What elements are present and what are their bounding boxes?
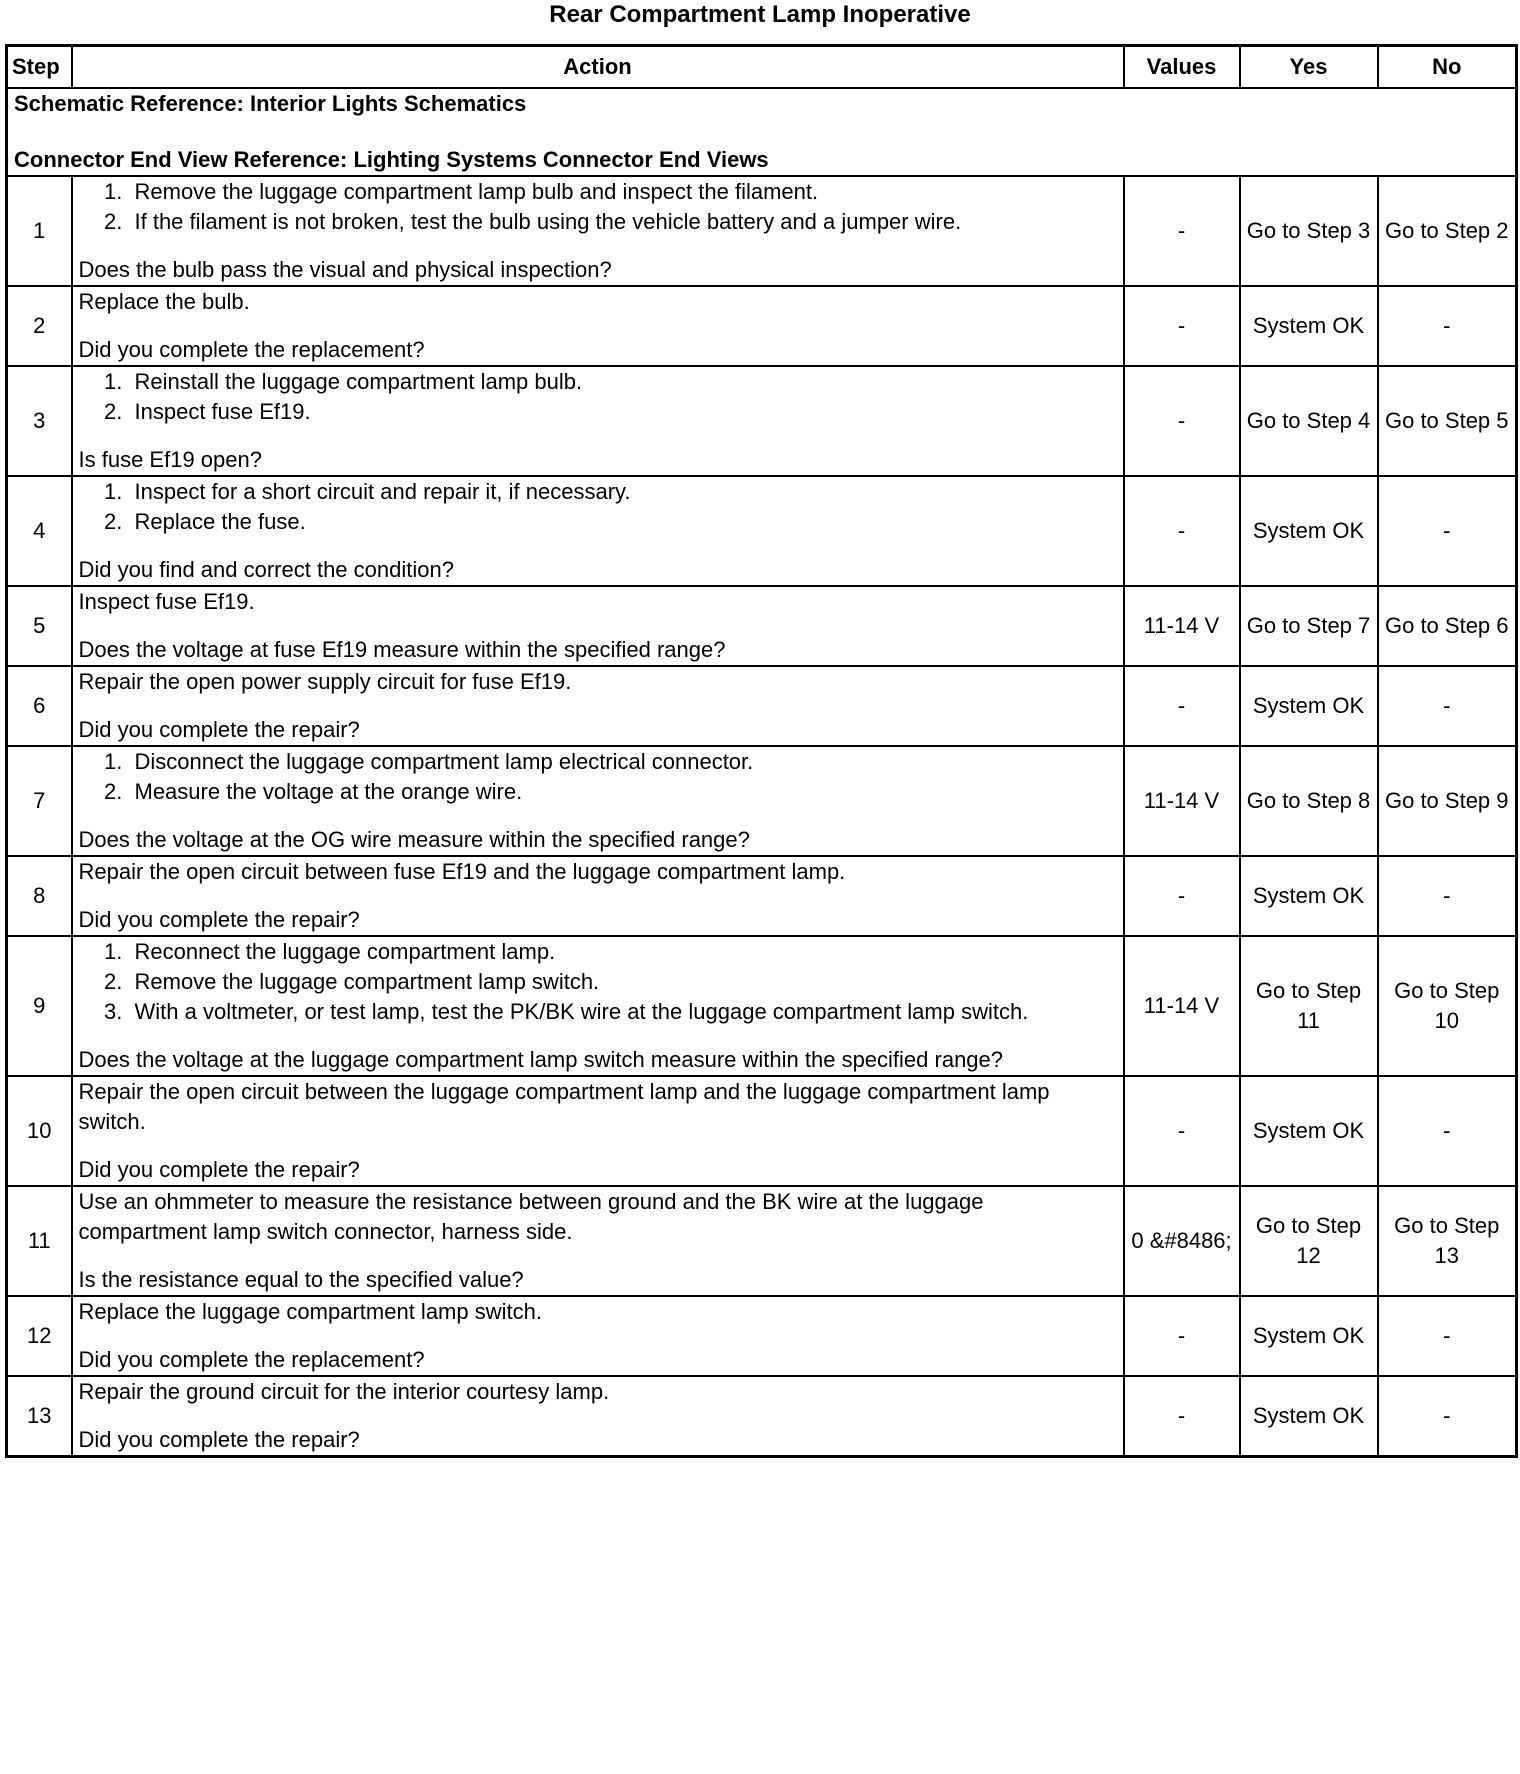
header-no: No: [1378, 46, 1517, 89]
no-cell: -: [1378, 1376, 1517, 1457]
values-cell: -: [1124, 366, 1240, 476]
step-number: 1: [7, 176, 72, 286]
table-row: [7, 1186, 1517, 1296]
action-question: Did you complete the repair?: [78, 1427, 360, 1452]
no-cell: Go to Step 6: [1378, 586, 1517, 666]
values-cell: -: [1124, 856, 1240, 936]
action-question: Did you find and correct the condition?: [78, 557, 454, 582]
values-cell: -: [1124, 1296, 1240, 1376]
table-row: [7, 856, 1517, 936]
yes-cell: System OK: [1240, 666, 1378, 746]
action-text: Use an ohmmeter to measure the resistance between ground and the BK wire at the luggage compartment lamp switch connector, harness side.: [78, 1189, 984, 1244]
action-question: Does the voltage at the luggage compartment lamp switch measure within the specified range?: [78, 1047, 1004, 1072]
values-cell: -: [1124, 286, 1240, 366]
values-cell: 11-14 V: [1124, 586, 1240, 666]
action-cell: [72, 666, 1124, 746]
diagnostic-table: [5, 44, 1518, 1458]
action-item: 1. Inspect for a short circuit and repair it, if necessary.: [129, 477, 1117, 507]
action-question: Is fuse Ef19 open?: [78, 447, 262, 472]
action-item: 1. Remove the luggage compartment lamp bulb and inspect the filament.: [129, 177, 1117, 207]
no-cell: -: [1378, 1296, 1517, 1376]
yes-cell: Go to Step 11: [1240, 936, 1378, 1076]
no-cell: Go to Step 5: [1378, 366, 1517, 476]
step-number: 8: [7, 856, 72, 936]
values-cell: 11-14 V: [1124, 746, 1240, 856]
values-cell: -: [1124, 1076, 1240, 1186]
values-cell: 0 &#8486;: [1124, 1186, 1240, 1296]
step-number: 11: [7, 1186, 72, 1296]
table-row: [7, 286, 1517, 366]
action-item: 2. Replace the fuse.: [129, 507, 1117, 537]
action-question: Does the voltage at the OG wire measure within the specified range?: [78, 827, 750, 852]
step-number: 12: [7, 1296, 72, 1376]
no-cell: Go to Step 2: [1378, 176, 1517, 286]
step-number: 5: [7, 586, 72, 666]
step-number: 13: [7, 1376, 72, 1457]
table-row: [7, 1376, 1517, 1457]
action-cell: [72, 1186, 1124, 1296]
table-row: [7, 476, 1517, 586]
table-row: [7, 666, 1517, 746]
action-item: 1. Reconnect the luggage compartment lamp.: [129, 937, 1117, 967]
header-step: Step: [7, 46, 72, 89]
action-list: [79, 177, 1117, 237]
yes-cell: System OK: [1240, 476, 1378, 586]
step-number: 2: [7, 286, 72, 366]
action-text: Repair the open circuit between the luggage compartment lamp and the luggage compartment lamp switch.: [78, 1079, 1050, 1134]
action-cell: [72, 586, 1124, 666]
action-cell: [72, 746, 1124, 856]
step-number: 4: [7, 476, 72, 586]
action-cell: [72, 176, 1124, 286]
table-row: [7, 1296, 1517, 1376]
step-number: 6: [7, 666, 72, 746]
no-cell: -: [1378, 1076, 1517, 1186]
yes-cell: System OK: [1240, 1076, 1378, 1186]
header-action: Action: [72, 46, 1124, 89]
values-cell: -: [1124, 476, 1240, 586]
no-cell: Go to Step 13: [1378, 1186, 1517, 1296]
action-item: 2. Measure the voltage at the orange wire.: [129, 777, 1117, 807]
table-row: [7, 366, 1517, 476]
yes-cell: System OK: [1240, 286, 1378, 366]
action-cell: [72, 476, 1124, 586]
values-cell: -: [1124, 176, 1240, 286]
connector-reference: Connector End View Reference: Lighting Systems Connector End Views: [14, 147, 769, 172]
step-number: 10: [7, 1076, 72, 1186]
action-cell: [72, 1076, 1124, 1186]
action-cell: [72, 1296, 1124, 1376]
action-text: Inspect fuse Ef19.: [78, 589, 255, 614]
table-row: [7, 586, 1517, 666]
schematic-reference: Schematic Reference: Interior Lights Schematics: [14, 91, 527, 116]
reference-row: [7, 88, 1517, 176]
no-cell: Go to Step 10: [1378, 936, 1517, 1076]
action-item: 2. Remove the luggage compartment lamp switch.: [129, 967, 1117, 997]
header-yes: Yes: [1240, 46, 1378, 89]
action-list: [79, 747, 1117, 807]
action-list: [79, 937, 1117, 1027]
yes-cell: System OK: [1240, 856, 1378, 936]
yes-cell: System OK: [1240, 1296, 1378, 1376]
header-row: [7, 46, 1517, 89]
values-cell: -: [1124, 666, 1240, 746]
step-number: 9: [7, 936, 72, 1076]
action-question: Did you complete the replacement?: [78, 337, 425, 362]
step-number: 7: [7, 746, 72, 856]
yes-cell: Go to Step 4: [1240, 366, 1378, 476]
action-question: Does the bulb pass the visual and physical inspection?: [78, 257, 612, 282]
action-question: Is the resistance equal to the specified value?: [78, 1267, 524, 1292]
action-cell: [72, 1376, 1124, 1457]
action-text: Replace the bulb.: [78, 289, 250, 314]
table-row: [7, 1076, 1517, 1186]
values-cell: -: [1124, 1376, 1240, 1457]
reference-cell: [7, 88, 1517, 176]
action-cell: [72, 366, 1124, 476]
no-cell: -: [1378, 286, 1517, 366]
action-item: 1. Disconnect the luggage compartment lamp electrical connector.: [129, 747, 1117, 777]
yes-cell: Go to Step 3: [1240, 176, 1378, 286]
action-item: 3. With a voltmeter, or test lamp, test the PK/BK wire at the luggage compartment lamp switch.: [129, 997, 1117, 1027]
action-cell: [72, 936, 1124, 1076]
yes-cell: Go to Step 7: [1240, 586, 1378, 666]
action-text: Replace the luggage compartment lamp switch.: [78, 1299, 542, 1324]
action-cell: [72, 286, 1124, 366]
action-list: [79, 367, 1117, 427]
action-text: Repair the open circuit between fuse Ef19 and the luggage compartment lamp.: [78, 859, 846, 884]
page-title: Rear Compartment Lamp Inoperative: [549, 1, 971, 28]
no-cell: -: [1378, 476, 1517, 586]
yes-cell: System OK: [1240, 1376, 1378, 1457]
action-list: [79, 477, 1117, 537]
step-number: 3: [7, 366, 72, 476]
table-row: [7, 176, 1517, 286]
header-values: Values: [1124, 46, 1240, 89]
action-question: Did you complete the repair?: [78, 1157, 360, 1182]
no-cell: -: [1378, 666, 1517, 746]
action-question: Did you complete the repair?: [78, 717, 360, 742]
no-cell: -: [1378, 856, 1517, 936]
action-question: Did you complete the replacement?: [78, 1347, 425, 1372]
action-text: Repair the open power supply circuit for fuse Ef19.: [78, 669, 572, 694]
action-item: 2. Inspect fuse Ef19.: [129, 397, 1117, 427]
action-item: 2. If the filament is not broken, test the bulb using the vehicle battery and a jumper wire.: [129, 207, 1117, 237]
action-item: 1. Reinstall the luggage compartment lamp bulb.: [129, 367, 1117, 397]
values-cell: 11-14 V: [1124, 936, 1240, 1076]
table-row: [7, 746, 1517, 856]
no-cell: Go to Step 9: [1378, 746, 1517, 856]
action-question: Did you complete the repair?: [78, 907, 360, 932]
action-question: Does the voltage at fuse Ef19 measure within the specified range?: [78, 637, 726, 662]
action-cell: [72, 856, 1124, 936]
table-row: [7, 936, 1517, 1076]
action-text: Repair the ground circuit for the interior courtesy lamp.: [78, 1379, 610, 1404]
yes-cell: Go to Step 12: [1240, 1186, 1378, 1296]
yes-cell: Go to Step 8: [1240, 746, 1378, 856]
